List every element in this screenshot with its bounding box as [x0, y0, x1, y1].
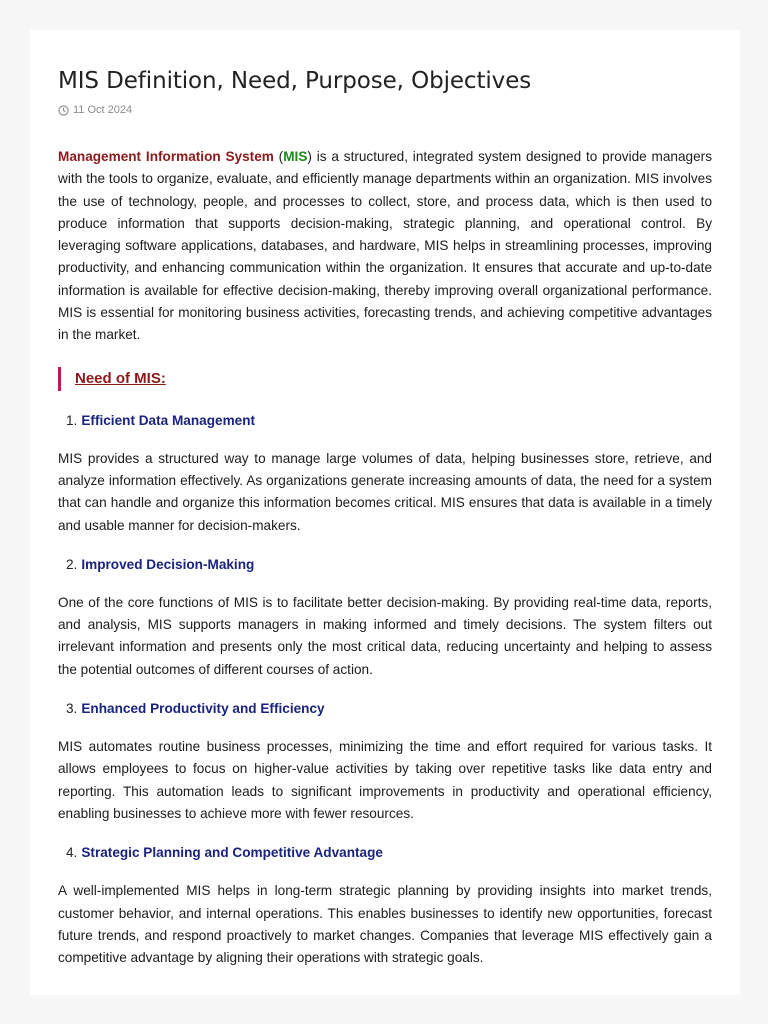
item-heading-4 — [66, 845, 712, 860]
item-title: Improved Decision-Making — [81, 556, 255, 572]
page-title: MIS Definition, Need, Purpose, Objectives — [58, 68, 532, 94]
post-meta — [58, 104, 712, 116]
section-heading-text: Need of MIS: — [75, 370, 166, 388]
mis-abbr: MIS — [283, 149, 308, 164]
item-paragraph-3: MIS automates routine business processes, minimizing the time and effort required for various tasks. It allows employees to focus on higher-value activities by taking over repetitive tasks like data entry and reporting. This automation leads to significant improvements in productivity and operational efficiency, enabling businesses to achieve more with fewer resources. — [58, 739, 712, 821]
clock-icon — [58, 105, 69, 116]
item-number: 4. — [66, 845, 78, 861]
item-paragraph-1: MIS provides a structured way to manage large volumes of data, helping businesses store, retrieve, and analyze information effectively. As organizations generate increasing amounts of data, the need for a system that can handle and organize this information becomes critical. MIS ensures that data is available in a timely and usable manner for decision-makers. — [58, 450, 712, 533]
article-page — [30, 30, 740, 995]
item-heading-2 — [66, 557, 712, 572]
item-number: 2. — [66, 556, 78, 572]
section-heading — [58, 367, 712, 391]
item-number: 1. — [66, 412, 78, 428]
item-title: Efficient Data Management — [81, 412, 256, 428]
item-paragraph-2: One of the core functions of MIS is to facilitate better decision-making. By providing real-time data, reports, and analysis, MIS supports managers in making informed and timely decisions. The system filters out irrelevant information and presents only the most critical data, reducing uncertainty and helping to assess the potential outcomes of different courses of action. — [58, 594, 712, 677]
intro-paragraph — [58, 146, 712, 347]
mis-term: Management Information System — [58, 149, 274, 164]
item-title: Enhanced Productivity and Efficiency — [81, 701, 325, 717]
open-paren: ( — [273, 149, 284, 164]
close-paren: ) — [307, 149, 312, 164]
intro-text: is a structured, integrated system designed to provide managers with the tools to organize, evaluate, and efficiently manage departments within an organization. MIS involves the use of technology, people, and processes to collect, store, and process data, which is then used to produce information that supports decision-making, strategic planning, and operational control. By leveraging software applications, databases, and hardware, MIS helps in streamlining processes, improving productivity, and enhancing communication within the organization. It ensures that accurate and up-to-date information is available for effective decision-making, thereby improving overall organizational performance. MIS is essential for monitoring business activities, forecasting trends, and achieving competitive advantages in the market. — [58, 149, 712, 343]
item-heading-1 — [66, 413, 712, 428]
item-number: 3. — [66, 701, 78, 717]
item-heading-3 — [66, 701, 712, 716]
item-paragraph-4: A well-implemented MIS helps in long-term strategic planning by providing insights into market trends, customer behavior, and internal operations. This enables businesses to identify new opportunities, forecast future trends, and respond proactively to market changes. Companies that leverage MIS effectively gain a competitive advantage by aligning their operations with strategic goals. — [58, 883, 712, 966]
post-date: 11 Oct 2024 — [73, 104, 133, 116]
item-title: Strategic Planning and Competitive Advantage — [81, 845, 383, 861]
